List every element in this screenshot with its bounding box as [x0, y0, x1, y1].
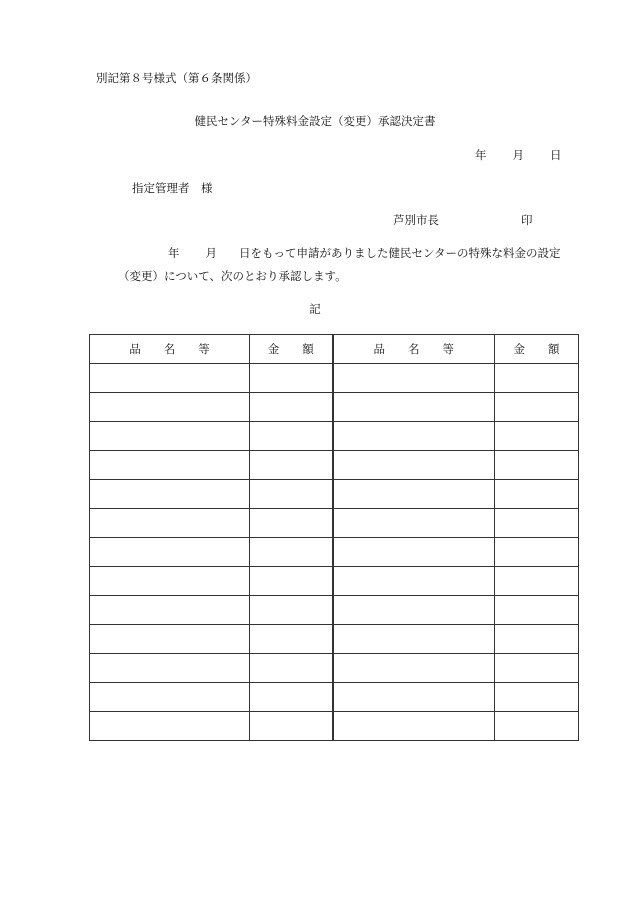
item-name-cell [333, 625, 495, 654]
item-name-cell [90, 654, 250, 683]
amount-cell [495, 683, 579, 712]
table-row [90, 596, 579, 625]
amount-cell [250, 654, 333, 683]
item-name-cell [90, 567, 250, 596]
amount-cell [495, 538, 579, 567]
item-name-cell [333, 538, 495, 567]
item-name-cell [333, 683, 495, 712]
table-row [90, 538, 579, 567]
item-name-cell [333, 509, 495, 538]
amount-cell [250, 538, 333, 567]
item-name-cell [90, 480, 250, 509]
item-name-cell [333, 364, 495, 393]
amount-cell [495, 422, 579, 451]
issuer-name: 芦別市長 [393, 213, 439, 227]
amount-cell [250, 422, 333, 451]
item-name-cell [90, 509, 250, 538]
table-header-row [90, 335, 579, 364]
table-row [90, 364, 579, 393]
amount-cell [495, 625, 579, 654]
item-name-cell [90, 596, 250, 625]
amount-cell [495, 364, 579, 393]
body-text-line1 [168, 245, 561, 261]
amount-cell [495, 596, 579, 625]
item-name-cell [333, 422, 495, 451]
item-name-cell [333, 393, 495, 422]
table-row [90, 654, 579, 683]
table-row [90, 480, 579, 509]
date-month: 月 [512, 148, 524, 162]
item-name-cell [333, 451, 495, 480]
issuer-line [393, 212, 533, 228]
ki-label: 記 [309, 302, 321, 316]
amount-cell [250, 364, 333, 393]
amount-cell [495, 712, 579, 741]
amount-cell [495, 509, 579, 538]
amount-cell [250, 509, 333, 538]
items-table [89, 334, 579, 741]
header-amount-right: 金 額 [495, 335, 579, 364]
header-item-name-right: 品 名 等 [333, 335, 495, 364]
table-row [90, 451, 579, 480]
amount-cell [250, 451, 333, 480]
item-name-cell [90, 625, 250, 654]
item-name-cell [90, 683, 250, 712]
date-day: 日 [550, 148, 562, 162]
seal-mark: 印 [521, 213, 533, 227]
header-amount-left: 金 額 [250, 335, 333, 364]
amount-cell [250, 625, 333, 654]
header-item-name-left: 品 名 等 [90, 335, 250, 364]
table-row [90, 567, 579, 596]
item-name-cell [90, 393, 250, 422]
amount-cell [250, 712, 333, 741]
amount-cell [250, 683, 333, 712]
item-name-cell [333, 596, 495, 625]
amount-cell [495, 393, 579, 422]
item-name-cell [333, 654, 495, 683]
amount-cell [495, 654, 579, 683]
date-year: 年 [475, 148, 487, 162]
table-row [90, 509, 579, 538]
body-text-line2: （変更）について、次のとおり承認します。 [118, 269, 347, 283]
date-line [475, 147, 562, 163]
table-row [90, 393, 579, 422]
item-name-cell [90, 538, 250, 567]
amount-cell [250, 480, 333, 509]
table-body [90, 364, 579, 741]
item-name-cell [90, 422, 250, 451]
item-name-cell [90, 364, 250, 393]
form-number: 別記第８号様式（第６条関係） [96, 71, 257, 85]
item-name-cell [333, 567, 495, 596]
item-name-cell [333, 480, 495, 509]
table-row [90, 683, 579, 712]
amount-cell [250, 393, 333, 422]
body-year: 年 [168, 246, 180, 260]
document-title: 健民センター特殊料金設定（変更）承認決定書 [194, 114, 436, 128]
amount-cell [495, 451, 579, 480]
amount-cell [495, 567, 579, 596]
table-row [90, 712, 579, 741]
addressee: 指定管理者 様 [132, 181, 213, 195]
item-name-cell [333, 712, 495, 741]
table-row [90, 625, 579, 654]
body-month: 月 [205, 246, 217, 260]
item-name-cell [90, 451, 250, 480]
item-name-cell [90, 712, 250, 741]
amount-cell [250, 567, 333, 596]
amount-cell [495, 480, 579, 509]
amount-cell [250, 596, 333, 625]
body-line1-rest: 日をもって申請がありました健民センターの特殊な料金の設定 [239, 246, 561, 260]
table-row [90, 422, 579, 451]
